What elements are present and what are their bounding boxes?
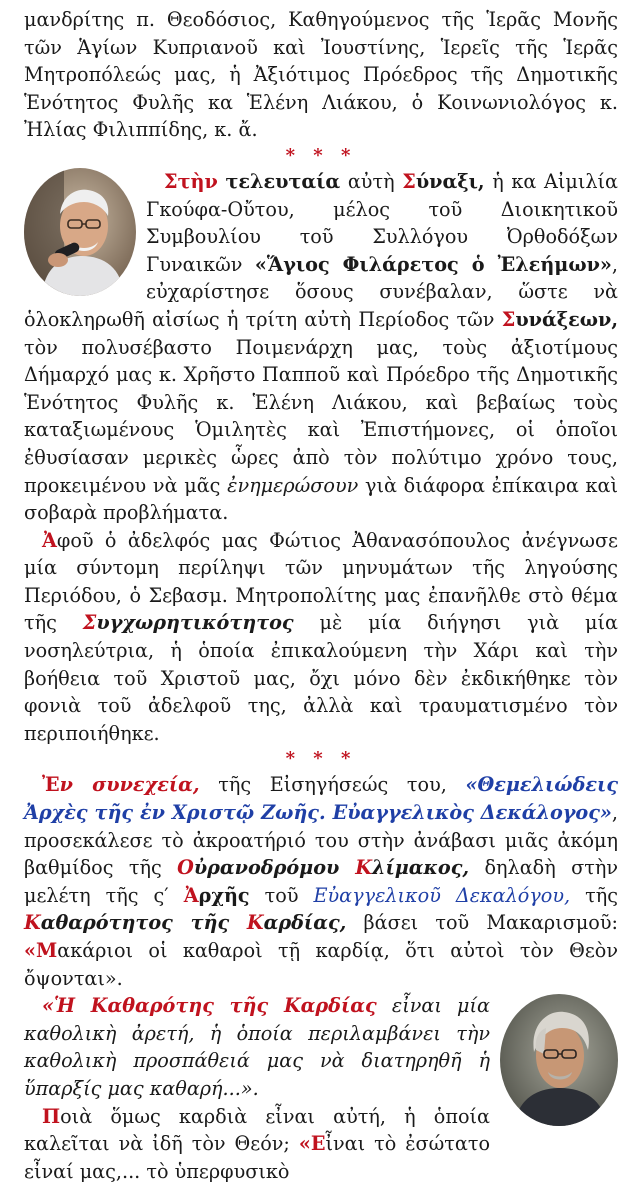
speaker-photo-man-with-microphone: [24, 168, 136, 296]
paragraph-purity-of-heart: «Ἡ Καθαρότης τῆς Καρδίας εἶναι μία καθολικὴ ἀρετή, ἡ ὁποία περιλαμβάνει τὴν καθολικὴ προσπάθειά μας νὰ διατηρηθῆ ἡ ὕπαρξίς μας καθαρή...».: [24, 994, 491, 1100]
portrait-image-2: [500, 994, 618, 1126]
paragraph-closing-thanks: Στὴν τελευταία αὐτὴ Σύναξι, ἡ κα Αἰμιλία Γκούφα-Οὔτου, μέλος τοῦ Διοικητικοῦ Συμβουλίου τοῦ Συλλόγου Ὀρθοδόξων Γυναικῶν «Ἅγιος Φιλάρετος ὁ Ἐλεήμων», εὐχαρίστησε ὅσους συνέβαλαν, ὥστε νὰ ὁλοκληρωθῆ αἰσίως ἡ τρίτη αὐτὴ Περίοδος τῶν Συνάξεων, τὸν πολυσέβαστο Ποιμενάρχη μας, τοὺς ἀξιοτίμους Δήμαρχό μας κ. Χρῆστο Παπποῦ καὶ Πρόεδρο τῆς Δημοτικῆς Ἑνότητος Φυλῆς κ. Ἑλένη Λιάκου, καὶ βεβαίως τοὺς καταξιωμένους Ὁμιλητὲς καὶ Ἐπιστήμονες, οἱ ὁποῖοι ἐθυσίασαν μερικὲς ὧρες ἀπὸ τὸν πολύτιμο χρόνο τους, προκειμένου νὰ μᾶς ἐνημερώσουν γιὰ διάφορα ἐπίκαιρα καὶ σοβαρὰ προβλήματα.: [24, 169, 618, 525]
portrait-image: [24, 168, 136, 296]
paragraph-intro: μανδρίτης π. Θεοδόσιος, Καθηγούμενος τῆς Ἱερᾶς Μονῆς τῶν Ἁγίων Κυπριανοῦ καὶ Ἰουστίνης, Ἱερεῖς τῆς Ἱερᾶς Μητροπόλεώς μας, ἡ Ἀξιότιμος Πρόεδρος τῆς Δημοτικῆς Ἑνότητος Φυλῆς κα Ἑλένη Λιάκου, ὁ Κοινωνιολόγος κ. Ἠλίας Φιλιππίδης, κ. ἄ.: [24, 8, 618, 142]
paragraph-forgiveness-story: Ἀφοῦ ὁ ἀδελφός μας Φώτιος Ἀθανασόπουλος ἀνέγνωσε μία σύντομη περίληψι τῶν μηνυμάτων τῆς ληγούσης Περιόδου, ὁ Σεβασμ. Μητροπολίτης μας ἐπανῆλθε στὸ θέμα τῆς Συγχωρητικότητος μὲ μία διήγησι γιὰ μία νοσηλεύτρια, ἡ ὁποία ἐπικαλούμενη τὴν Χάρι καὶ τὴν βοήθεια τοῦ Χριστοῦ μας, ὄχι μόνο δὲν ἐκδικήθηκε τὸν φονιὰ τοῦ ἀδελφοῦ της, ἀλλὰ καὶ τραυματισμένο τὸν περιποιήθηκε.: [24, 528, 618, 745]
section-separator: * * *: [285, 144, 357, 166]
speaker-photo-elderly-man: [500, 994, 618, 1126]
paragraph-ladder-of-virtues: Ἐν συνεχεία, τῆς Εἰσηγήσεώς του, «Θεμελιώδεις Ἀρχὲς τῆς ἐν Χριστῷ Ζωῆς. Εὐαγγελικὸς Δεκάλογος», προσεκάλεσε τὸ ἀκροατήριό του στὴν ἀνάβασι μιᾶς ἀκόμη βαθμίδος τῆς Οὐρανοδρόμου Κλίμακος, δηλαδὴ στὴν μελέτη τῆς ς′ Ἀρχῆς τοῦ Εὐαγγελικοῦ Δεκαλόγου, τῆς Καθαρότητος τῆς Καρδίας, βάσει τοῦ Μακαρισμοῦ: «Μακάριοι οἱ καθαροὶ τῇ καρδίᾳ, ὅτι αὐτοὶ τὸν Θεὸν ὄψονται».: [24, 773, 619, 990]
paragraph-which-heart: Ποιὰ ὅμως καρδιὰ εἶναι αὐτή, ἡ ὁποία καλεῖται νὰ ἰδῆ τὸν Θεόν; «Εἶναι τὸ ἐσώτατο εἶναί μας,... τὸ ὑπερφυσικὸ: [24, 1104, 490, 1183]
section-separator-2: * * *: [285, 748, 357, 770]
